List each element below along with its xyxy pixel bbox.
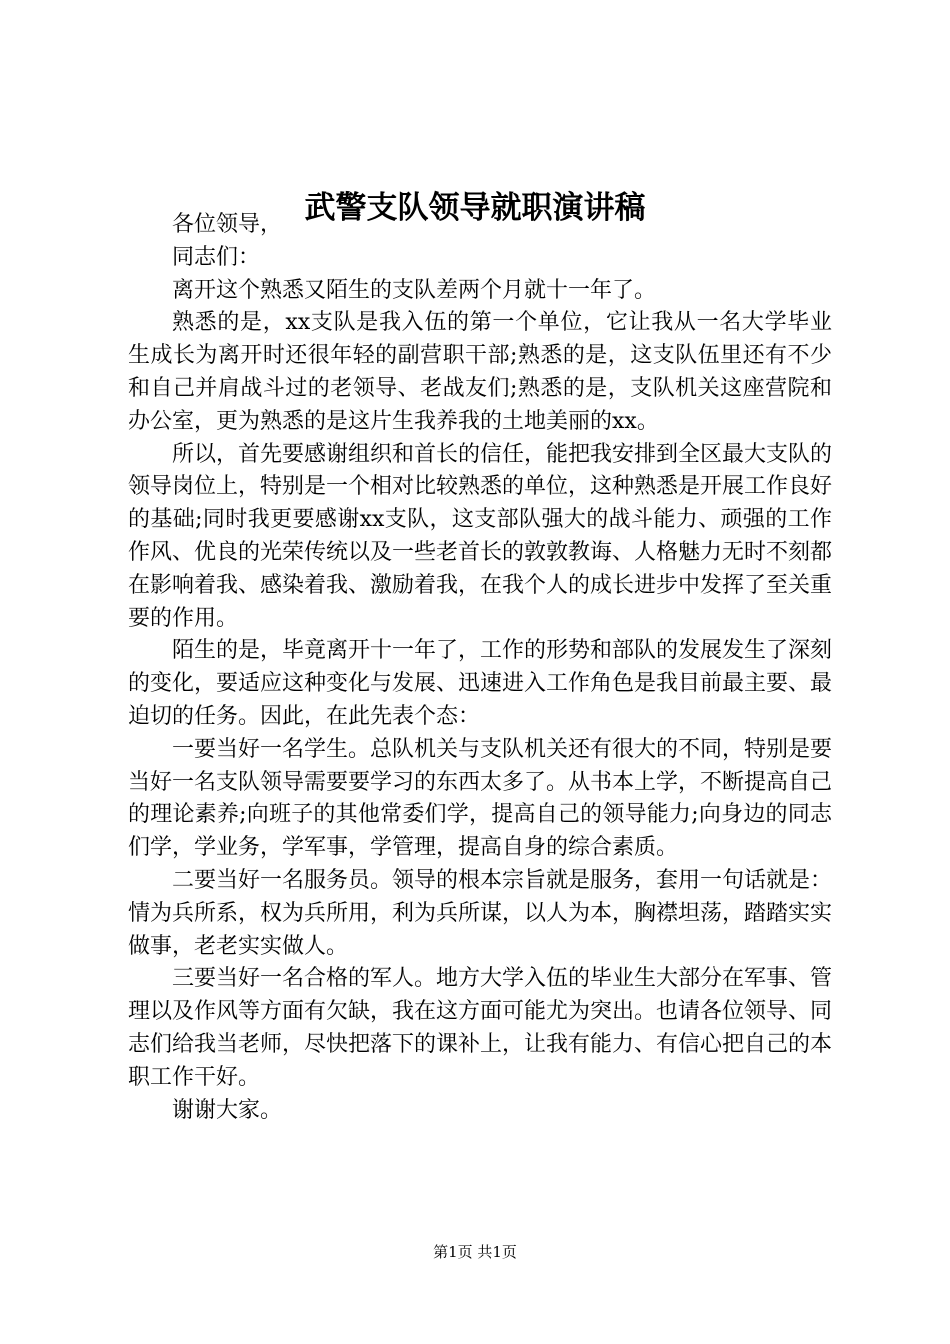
paragraph-unfamiliar: 陌生的是，毕竟离开十一年了，工作的形势和部队的发展发生了深刻的变化，要适应这种变化与发展、迅速进入工作角色是我目前最主要、最迫切的任务。因此，在此先表个态：	[128, 638, 833, 729]
paragraph-salutation-leaders: 各位领导，	[172, 212, 283, 237]
paragraph-pledge-soldier: 三要当好一名合格的军人。地方大学入伍的毕业生大部分在军事、管理以及作风等方面有欠缺，我在这方面可能尤为突出。也请各位领导、同志们给我当老师，尽快把落下的课补上，让我有能力、有信心把自己的本职工作干好。	[128, 966, 833, 1090]
paragraph-thanks: 谢谢大家。	[172, 1097, 283, 1123]
document-title: 武警支队领导就职演讲稿	[304, 190, 646, 226]
document-body	[128, 209, 832, 1127]
paragraph-pledge-servant: 二要当好一名服务员。领导的根本宗旨就是服务，套用一句话就是：情为兵所系，权为兵所用，利为兵所谋，以人为本，胸襟坦荡，踏踏实实做事，老老实实做人。	[128, 867, 833, 959]
paragraph-salutation-comrades: 同志们：	[172, 244, 261, 270]
paragraph-intro: 离开这个熟悉又陌生的支队差两个月就十一年了。	[172, 277, 657, 303]
paragraph-pledge-student: 一要当好一名学生。总队机关与支队机关还有很大的不同，特别是要当好一名支队领导需要要学习的东西太多了。从书本上学，不断提高自己的理论素养;向班子的其他常委们学，提高自己的领导能力;向身边的同志们学，学业务，学军事，学管理，提高自身的综合素质。	[128, 736, 833, 861]
paragraph-gratitude: 所以，首先要感谢组织和首长的信任，能把我安排到全区最大支队的领导岗位上，特别是一个相对比较熟悉的单位，这种熟悉是开展工作良好的基础;同时我更要感谢xx支队，这支部队强大的战斗能力、顽强的工作作风、优良的光荣传统以及一些老首长的敦敦教诲、人格魅力无时不刻都在影响着我、感染着我、激励着我，在我个人的成长进步中发挥了至关重要的作用。	[128, 441, 833, 631]
page-number-footer: 第1页 共1页	[433, 1243, 517, 1261]
paragraph-familiar: 熟悉的是，xx支队是我入伍的第一个单位，它让我从一名大学毕业生成长为离开时还很年轻的副营职干部;熟悉的是，这支队伍里还有不少和自己并肩战斗过的老领导、老战友们;熟悉的是，支队机关这座营院和办公室，更为熟悉的是这片生我养我的土地美丽的xx。	[128, 310, 832, 434]
